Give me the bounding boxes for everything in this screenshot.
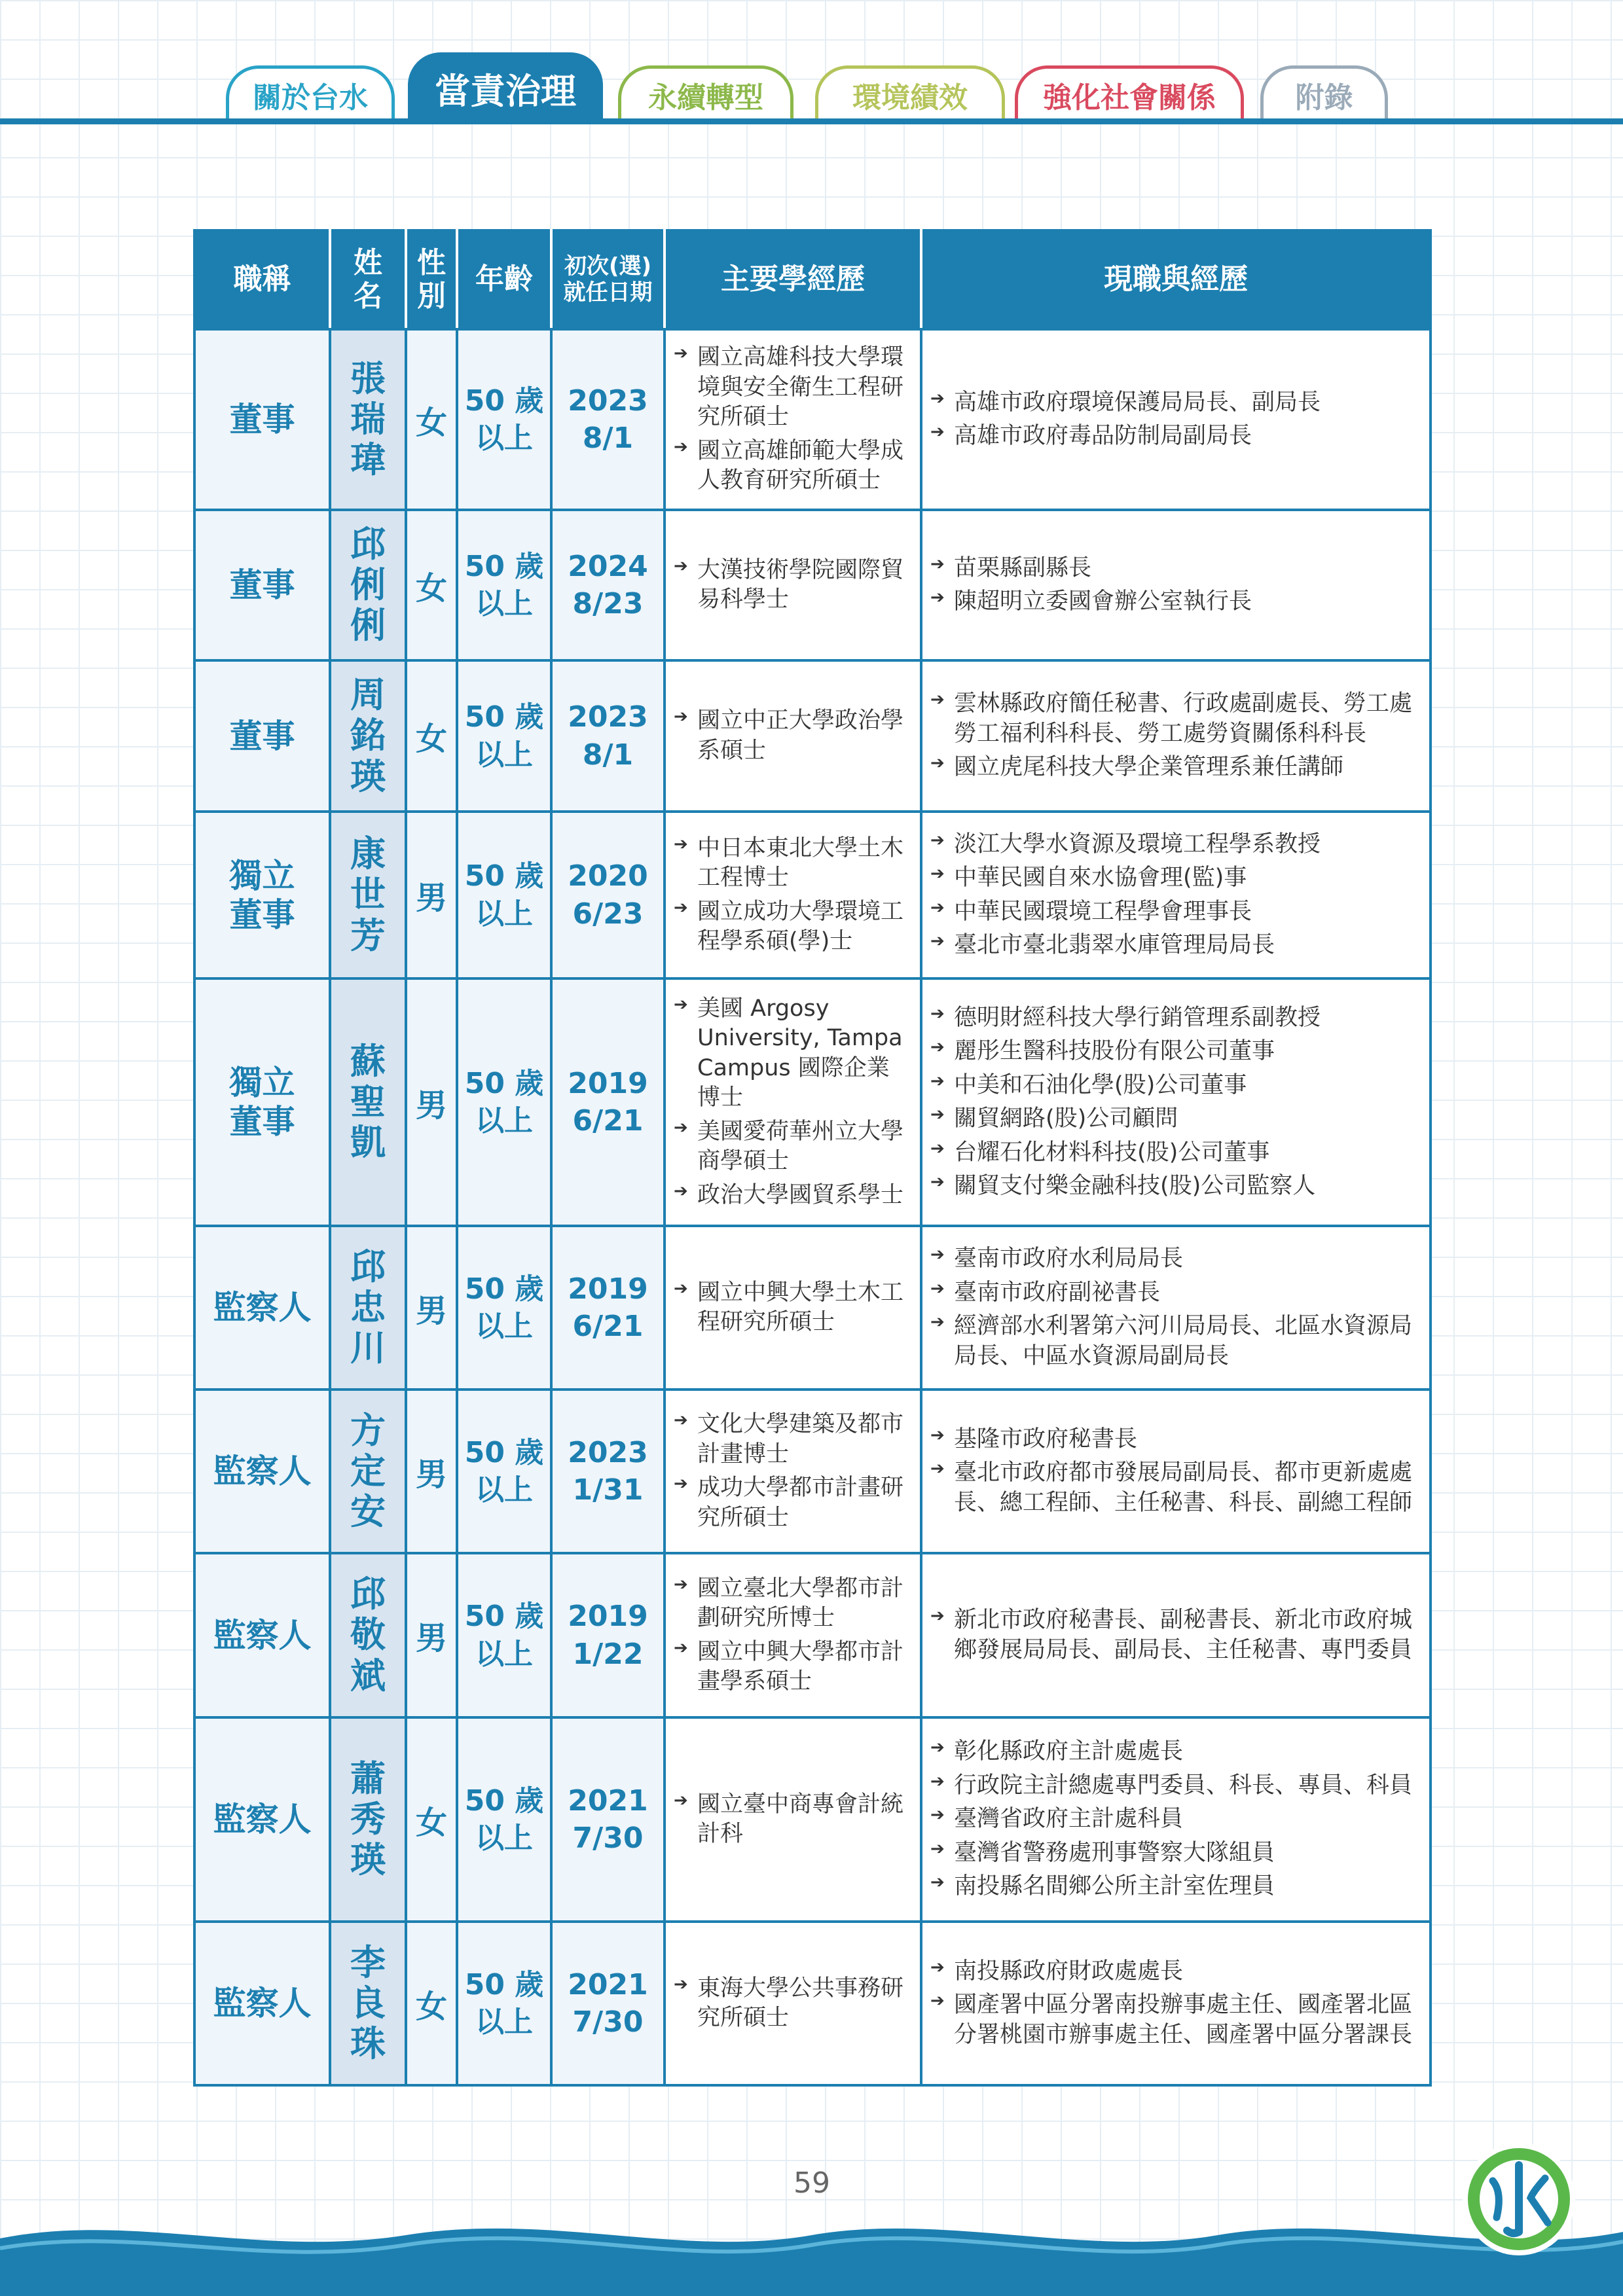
member-gender: 男	[406, 1553, 457, 1717]
table-header-row	[194, 230, 1431, 329]
member-age: 50 歲 以上	[457, 1226, 551, 1390]
member-gender: 男	[406, 1226, 457, 1390]
member-start-date: 2023 8/1	[551, 329, 665, 510]
list-item: ➔ 國立虎尾科技大學企業管理系兼任講師	[929, 753, 1420, 783]
member-start-date: 2021 7/30	[551, 1922, 665, 2085]
list-item: ➔ 國立中興大學都市計畫學系碩士	[672, 1638, 911, 1697]
list-item: ➔ 國立高雄師範大學成人教育研究所碩士	[672, 437, 911, 496]
list-item: ➔ 南投縣名間鄉公所主計室佐理員	[929, 1872, 1420, 1902]
tab-governance[interactable]: 當責治理	[408, 52, 603, 121]
table-row	[194, 1717, 1431, 1922]
member-name: 邱俐俐	[330, 510, 406, 660]
list-item: ➔ 關貿支付樂金融科技(股)公司監察人	[929, 1172, 1420, 1202]
member-name: 蘇聖凱	[330, 978, 406, 1226]
tab-sustainability[interactable]: 永續轉型	[618, 65, 793, 120]
list-item: ➔ 成功大學都市計畫研究所碩士	[672, 1473, 911, 1533]
list-item: ➔ 經濟部水利署第六河川局局長、北區水資源局局長、中區水資源局副局長	[929, 1312, 1420, 1371]
member-start-date: 2019 6/21	[551, 1226, 665, 1390]
member-gender: 女	[406, 510, 457, 660]
member-education	[665, 660, 921, 812]
header-name: 姓 名	[330, 230, 406, 329]
member-gender: 男	[406, 1390, 457, 1553]
list-item: ➔ 高雄市政府毒品防制局副局長	[929, 422, 1420, 452]
list-item: ➔ 新北市政府秘書長、副秘書長、新北市政府城鄉發展局局長、副局長、主任秘書、專門委員	[929, 1605, 1420, 1665]
list-item: ➔ 雲林縣政府簡任秘書、行政處副處長、勞工處勞工福利科科長、勞工處勞資關係科科長	[929, 689, 1420, 749]
member-name: 蕭秀瑛	[330, 1717, 406, 1922]
member-education	[665, 1922, 921, 2085]
list-item: ➔ 行政院主計總處專門委員、科長、專員、科員	[929, 1771, 1420, 1801]
member-title: 監察人	[194, 1226, 330, 1390]
list-item: ➔ 中日本東北大學土木工程博士	[672, 834, 911, 893]
list-item: ➔ 麗彤生醫科技股份有限公司董事	[929, 1037, 1420, 1067]
tab-appendix[interactable]: 附錄	[1260, 65, 1388, 120]
member-start-date: 2019 6/21	[551, 978, 665, 1226]
member-gender: 女	[406, 1922, 457, 2085]
member-start-date: 2019 1/22	[551, 1553, 665, 1717]
member-education	[665, 1390, 921, 1553]
member-start-date: 2024 8/23	[551, 510, 665, 660]
list-item: ➔ 台耀石化材料科技(股)公司董事	[929, 1138, 1420, 1168]
list-item: ➔ 淡江大學水資源及環境工程學系教授	[929, 830, 1420, 860]
list-item: ➔ 彰化縣政府主計處處長	[929, 1737, 1420, 1767]
member-positions	[921, 660, 1431, 812]
member-start-date: 2023 8/1	[551, 660, 665, 812]
member-name: 邱敬斌	[330, 1553, 406, 1717]
list-item: ➔ 關貿網路(股)公司顧問	[929, 1104, 1420, 1134]
footer-wave	[0, 2212, 1623, 2296]
member-education	[665, 329, 921, 510]
member-education	[665, 812, 921, 978]
list-item: ➔ 中美和石油化學(股)公司董事	[929, 1071, 1420, 1101]
board-members-table	[193, 229, 1429, 2087]
list-item: ➔ 臺灣省政府主計處科員	[929, 1804, 1420, 1835]
member-age: 50 歲 以上	[457, 1390, 551, 1553]
member-title: 監察人	[194, 1390, 330, 1553]
member-age: 50 歲 以上	[457, 812, 551, 978]
list-item: ➔ 臺南市政府水利局局長	[929, 1244, 1420, 1274]
table-row	[194, 1390, 1431, 1553]
tab-environment[interactable]: 環境績效	[815, 65, 1005, 120]
member-positions	[921, 510, 1431, 660]
table-row	[194, 1922, 1431, 2085]
list-item: ➔ 國立臺中商專會計統計科	[672, 1790, 911, 1850]
member-name: 李良珠	[330, 1922, 406, 2085]
page-number: 59	[793, 2166, 830, 2200]
list-item: ➔ 基隆市政府秘書長	[929, 1425, 1420, 1455]
list-item: ➔ 國立中正大學政治學系碩士	[672, 706, 911, 766]
member-age: 50 歲 以上	[457, 510, 551, 660]
member-age: 50 歲 以上	[457, 1717, 551, 1922]
member-positions	[921, 978, 1431, 1226]
tab-about[interactable]: 關於台水	[226, 65, 395, 120]
table-row	[194, 329, 1431, 510]
list-item: ➔ 德明財經科技大學行銷管理系副教授	[929, 1003, 1420, 1033]
header-age: 年齡	[457, 230, 551, 329]
table-row	[194, 1553, 1431, 1717]
taiwan-water-logo-icon	[1460, 2140, 1578, 2258]
member-title: 監察人	[194, 1922, 330, 2085]
header-start-date: 初次(選) 就任日期	[551, 230, 665, 329]
member-title: 獨立 董事	[194, 812, 330, 978]
list-item: ➔ 南投縣政府財政處處長	[929, 1957, 1420, 1987]
list-item: ➔ 政治大學國貿系學士	[672, 1181, 911, 1211]
member-positions	[921, 1553, 1431, 1717]
table-row	[194, 978, 1431, 1226]
list-item: ➔ 中華民國自來水協會理(監)事	[929, 863, 1420, 893]
member-age: 50 歲 以上	[457, 978, 551, 1226]
list-item: ➔ 東海大學公共事務研究所碩士	[672, 1974, 911, 2034]
member-name: 方定安	[330, 1390, 406, 1553]
list-item: ➔ 美國 Argosy University, Tampa Campus 國際企業博士	[672, 994, 911, 1113]
list-item: ➔ 苗栗縣副縣長	[929, 554, 1420, 584]
list-item: ➔ 臺北市臺北翡翠水庫管理局局長	[929, 931, 1420, 961]
member-gender: 女	[406, 1717, 457, 1922]
member-education	[665, 1553, 921, 1717]
member-title: 董事	[194, 510, 330, 660]
member-title: 董事	[194, 329, 330, 510]
member-gender: 女	[406, 329, 457, 510]
list-item: ➔ 大漢技術學院國際貿易科學士	[672, 556, 911, 615]
member-name: 邱忠川	[330, 1226, 406, 1390]
member-name: 周銘瑛	[330, 660, 406, 812]
tab-underline	[0, 118, 1623, 124]
tab-social[interactable]: 強化社會關係	[1015, 65, 1244, 120]
header-education: 主要學經歷	[665, 230, 921, 329]
member-title: 獨立 董事	[194, 978, 330, 1226]
member-positions	[921, 1390, 1431, 1553]
member-positions	[921, 329, 1431, 510]
list-item: ➔ 國立高雄科技大學環境與安全衛生工程研究所碩士	[672, 343, 911, 433]
member-age: 50 歲 以上	[457, 1922, 551, 2085]
table-row	[194, 1226, 1431, 1390]
member-name: 張瑞瑋	[330, 329, 406, 510]
list-item: ➔ 國立臺北大學都市計劃研究所博士	[672, 1574, 911, 1634]
member-title: 董事	[194, 660, 330, 812]
list-item: ➔ 國立成功大學環境工程學系碩(學)士	[672, 897, 911, 957]
member-education	[665, 1717, 921, 1922]
list-item: ➔ 中華民國環境工程學會理事長	[929, 897, 1420, 927]
member-age: 50 歲 以上	[457, 1553, 551, 1717]
header-gender: 性 別	[406, 230, 457, 329]
member-positions	[921, 1226, 1431, 1390]
list-item: ➔ 陳超明立委國會辦公室執行長	[929, 587, 1420, 617]
list-item: ➔ 國產署中區分署南投辦事處主任、國產署北區分署桃園市辦事處主任、國產署中區分署課長	[929, 1990, 1420, 2050]
member-age: 50 歲 以上	[457, 329, 551, 510]
member-gender: 男	[406, 978, 457, 1226]
list-item: ➔ 文化大學建築及都市計畫博士	[672, 1410, 911, 1469]
list-item: ➔ 高雄市政府環境保護局局長、副局長	[929, 388, 1420, 418]
member-start-date: 2023 1/31	[551, 1390, 665, 1553]
member-title: 監察人	[194, 1717, 330, 1922]
member-positions	[921, 1717, 1431, 1922]
member-education	[665, 510, 921, 660]
table-row	[194, 812, 1431, 978]
list-item: ➔ 臺灣省警務處刑事警察大隊組員	[929, 1839, 1420, 1869]
header-title: 職稱	[194, 230, 330, 329]
table-row	[194, 660, 1431, 812]
section-tab-bar	[0, 0, 1623, 131]
list-item: ➔ 臺北市政府都市發展局副局長、都市更新處處長、總工程師、主任秘書、科長、副總工程師	[929, 1458, 1420, 1518]
list-item: ➔ 臺南市政府副祕書長	[929, 1278, 1420, 1308]
member-education	[665, 978, 921, 1226]
table-row	[194, 510, 1431, 660]
member-name: 康世芳	[330, 812, 406, 978]
member-title: 監察人	[194, 1553, 330, 1717]
list-item: ➔ 美國愛荷華州立大學商學碩士	[672, 1117, 911, 1177]
header-positions: 現職與經歷	[921, 230, 1431, 329]
member-positions	[921, 1922, 1431, 2085]
member-age: 50 歲 以上	[457, 660, 551, 812]
member-positions	[921, 812, 1431, 978]
member-gender: 男	[406, 812, 457, 978]
member-gender: 女	[406, 660, 457, 812]
list-item: ➔ 國立中興大學土木工程研究所碩士	[672, 1278, 911, 1338]
member-start-date: 2021 7/30	[551, 1717, 665, 1922]
member-education	[665, 1226, 921, 1390]
member-start-date: 2020 6/23	[551, 812, 665, 978]
